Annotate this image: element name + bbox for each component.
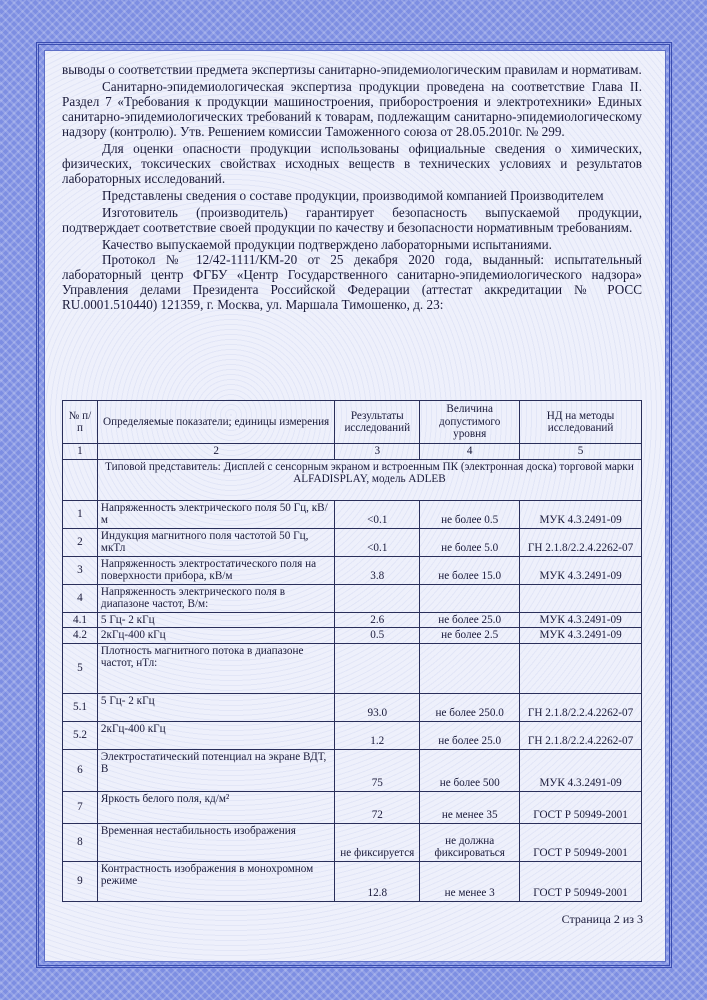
row-method: ГН 2.1.8/2.2.4.2262-07 — [520, 528, 642, 556]
typical-representative-row — [63, 459, 642, 500]
row-result: 75 — [335, 749, 420, 791]
row-result: не фиксируется — [335, 823, 420, 861]
row-result: 0.5 — [335, 628, 420, 644]
row-number: 7 — [63, 791, 98, 823]
row-method — [520, 584, 642, 612]
row-result: <0.1 — [335, 500, 420, 528]
table-row — [63, 643, 642, 693]
header-results: Результаты исследований — [335, 401, 420, 444]
table-column-numbers — [63, 444, 642, 460]
table-row — [63, 584, 642, 612]
row-indicator: 5 Гц- 2 кГц — [97, 612, 334, 628]
table-row — [63, 528, 642, 556]
row-number: 5.2 — [63, 721, 98, 749]
row-limit: не более 25.0 — [420, 612, 520, 628]
table-row — [63, 791, 642, 823]
table-header-row — [63, 401, 642, 444]
row-limit: не менее 35 — [420, 791, 520, 823]
column-number: 5 — [520, 444, 642, 460]
row-number: 1 — [63, 500, 98, 528]
row-indicator: 5 Гц- 2 кГц — [97, 693, 334, 721]
row-limit: не более 25.0 — [420, 721, 520, 749]
row-method: ГН 2.1.8/2.2.4.2262-07 — [520, 721, 642, 749]
column-number: 3 — [335, 444, 420, 460]
row-indicator: Напряженность электрического поля 50 Гц, кВ/м — [97, 500, 334, 528]
table-row — [63, 612, 642, 628]
row-limit — [420, 643, 520, 693]
table-row — [63, 628, 642, 644]
row-method: ГОСТ Р 50949-2001 — [520, 823, 642, 861]
row-method: ГОСТ Р 50949-2001 — [520, 861, 642, 901]
row-indicator: 2кГц-400 кГц — [97, 721, 334, 749]
column-number: 4 — [420, 444, 520, 460]
header-number: № п/п — [63, 401, 98, 444]
row-limit: не менее 3 — [420, 861, 520, 901]
typical-representative: Типовой представитель: Дисплей с сенсорным экраном и встроенным ПК (электронная доска) торговой марки ALFADISPLAY, модель ADLEB — [97, 459, 641, 500]
row-limit: не более 15.0 — [420, 556, 520, 584]
paragraph-composition: Представлены сведения о составе продукции, производимой компанией Производителем — [102, 188, 604, 203]
row-indicator: Контрастность изображения в монохромном режиме — [97, 861, 334, 901]
row-number: 5 — [63, 643, 98, 693]
row-indicator: Электростатический потенциал на экране ВДТ, В — [97, 749, 334, 791]
row-number: 4 — [63, 584, 98, 612]
paragraph-expertise: Санитарно-эпидемиологическая экспертиза продукции проведена на соответствие Глава II. Раздел 7 «Требования к продукции машиностроения, приборостроения и электротехники» Единых санитарно-эпидемиологических требований к товарам, подлежащим санитарно-эпидемиологическому надзору (контролю). Утв. Решением комиссии Таможенного союза от 28.05.2010г. № 299. — [62, 79, 642, 139]
row-number: 3 — [63, 556, 98, 584]
paragraph-protocol: Протокол № 12/42-1111/КМ-20 от 25 декабря 2020 года, выданный: испытательный лабораторный центр ФГБУ «Центр Государственного санитарно-эпидемиологического надзора» Управления делами Президента Российской Федерации (аттестат аккредитации № РОСС RU.0001.510440) 121359, г. Москва, ул. Маршала Тимошенко, д. 23: — [62, 252, 642, 312]
header-limit: Величина допустимого уровня — [420, 401, 520, 444]
page-number: Страница 2 из 3 — [561, 912, 643, 926]
row-result: 72 — [335, 791, 420, 823]
row-indicator: Временная нестабильность изображения — [97, 823, 334, 861]
results-table — [62, 400, 642, 902]
table-row — [63, 861, 642, 901]
row-method: МУК 4.3.2491-09 — [520, 612, 642, 628]
row-limit: не более 500 — [420, 749, 520, 791]
row-number: 6 — [63, 749, 98, 791]
table-row — [63, 500, 642, 528]
table-row — [63, 749, 642, 791]
row-limit: не должна фиксироваться — [420, 823, 520, 861]
table-row — [63, 721, 642, 749]
paragraph-quality: Качество выпускаемой продукции подтверждено лабораторными испытаниями. — [102, 237, 552, 252]
row-result: 2.6 — [335, 612, 420, 628]
row-method: МУК 4.3.2491-09 — [520, 500, 642, 528]
row-method: ГН 2.1.8/2.2.4.2262-07 — [520, 693, 642, 721]
row-indicator: Яркость белого поля, кд/м² — [97, 791, 334, 823]
table-row — [63, 823, 642, 861]
row-result: <0.1 — [335, 528, 420, 556]
row-number: 4.1 — [63, 612, 98, 628]
table-body — [63, 500, 642, 901]
row-number: 5.1 — [63, 693, 98, 721]
empty-cell — [63, 459, 98, 500]
row-result: 1.2 — [335, 721, 420, 749]
column-number: 1 — [63, 444, 98, 460]
row-result: 93.0 — [335, 693, 420, 721]
table-row — [63, 693, 642, 721]
row-method: МУК 4.3.2491-09 — [520, 556, 642, 584]
row-number: 8 — [63, 823, 98, 861]
row-result — [335, 584, 420, 612]
row-result: 12.8 — [335, 861, 420, 901]
row-indicator: Индукция магнитного поля частотой 50 Гц, мкТл — [97, 528, 334, 556]
row-limit: не более 2.5 — [420, 628, 520, 644]
row-indicator: Напряженность электростатического поля на поверхности прибора, кВ/м — [97, 556, 334, 584]
row-limit: не более 5.0 — [420, 528, 520, 556]
header-methods: НД на методы исследований — [520, 401, 642, 444]
row-indicator: Напряженность электрического поля в диапазоне частот, В/м: — [97, 584, 334, 612]
row-result — [335, 643, 420, 693]
row-indicator: Плотность магнитного потока в диапазоне частот, нТл: — [97, 643, 334, 693]
row-result: 3.8 — [335, 556, 420, 584]
row-number: 2 — [63, 528, 98, 556]
row-method: МУК 4.3.2491-09 — [520, 628, 642, 644]
row-limit: не более 250.0 — [420, 693, 520, 721]
row-number: 4.2 — [63, 628, 98, 644]
row-method: МУК 4.3.2491-09 — [520, 749, 642, 791]
row-indicator: 2кГц-400 кГц — [97, 628, 334, 644]
row-limit — [420, 584, 520, 612]
row-limit: не более 0.5 — [420, 500, 520, 528]
paragraph-conclusions: выводы о соответствии предмета экспертизы санитарно-эпидемиологическим правилам и нормативам. — [62, 62, 642, 77]
table-row — [63, 556, 642, 584]
row-method — [520, 643, 642, 693]
body-text — [62, 62, 642, 312]
column-number: 2 — [97, 444, 334, 460]
row-number: 9 — [63, 861, 98, 901]
row-method: ГОСТ Р 50949-2001 — [520, 791, 642, 823]
paragraph-hazard: Для оценки опасности продукции использованы официальные сведения о химических, физических, токсических свойствах исходных веществ в технических условиях и результатов лабораторных исследований. — [62, 141, 642, 186]
header-indicator: Определяемые показатели; единицы измерения — [97, 401, 334, 444]
paragraph-manufacturer: Изготовитель (производитель) гарантирует безопасность выпускаемой продукции, подтверждает соответствие своей продукции по качеству и безопасности нормативным требованиям. — [62, 205, 642, 235]
